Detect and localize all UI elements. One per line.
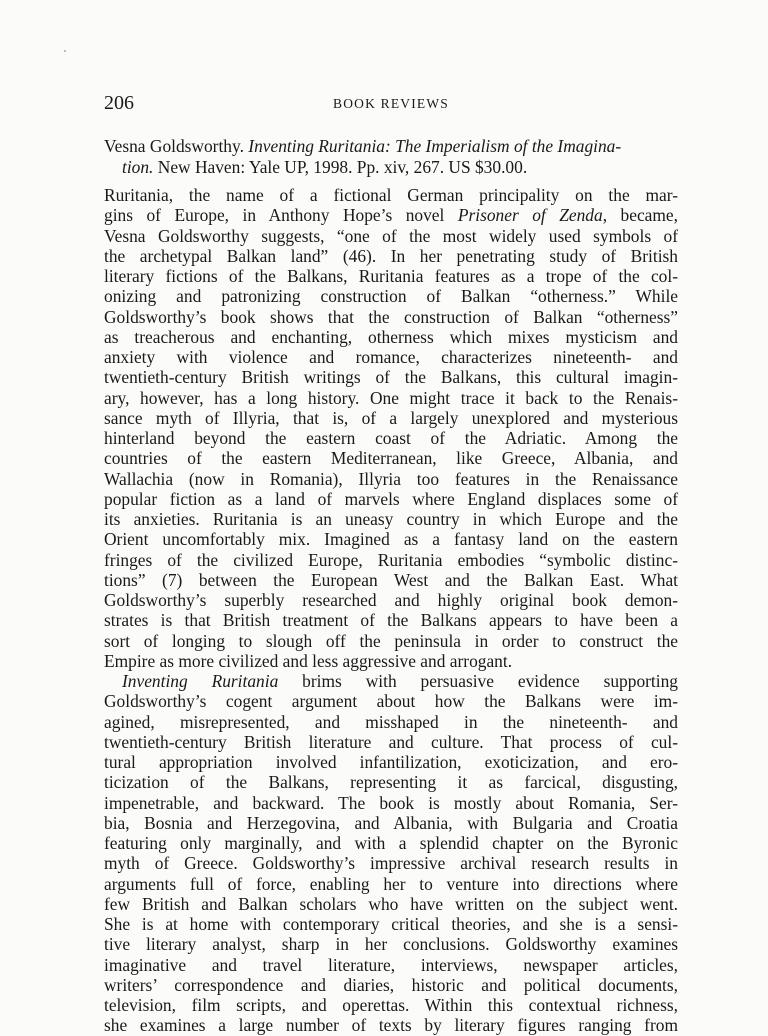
citation-title-end: tion. [122, 157, 154, 178]
text-line: ary, however, has a long history. One might trace it back to the Renais- [104, 387, 678, 408]
citation-publication: New Haven: Yale UP, 1998. Pp. xiv, 267. US $30.00. [157, 157, 528, 178]
text-line: she examines a large number of texts by literary figures ranging from [104, 1015, 678, 1036]
paper-speck [64, 50, 66, 52]
text-line: gins of Europe, in Anthony Hope’s novel Prisoner of Zenda, became, [104, 205, 678, 226]
text-line: as treacherous and enchanting, otherness which mixes mysticism and [104, 326, 678, 347]
page-header [104, 90, 678, 118]
text-line: sort of longing to slough off the peninsula in order to construct the [104, 630, 678, 651]
text-line: ticization of the Balkans, representing it as farcical, disgusting, [104, 772, 678, 793]
text-line: popular fiction as a land of marvels where England displaces some of [104, 488, 678, 509]
text-line: literary fictions of the Balkans, Ruritania features as a trope of the col- [104, 266, 678, 286]
text-line: tions” (7) between the European West and the Balkan East. What [104, 569, 678, 590]
paragraph-2 [104, 671, 678, 1036]
text-line: Orient uncomfortably mix. Imagined as a fantasy land on the eastern [104, 529, 678, 550]
text-line: Vesna Goldsworthy suggests, “one of the most widely used symbols of [104, 225, 678, 246]
text-line: Goldsworthy’s superbly researched and highly original book demon- [104, 590, 678, 610]
text-line: sance myth of Illyria, that is, of a largely unexplored and mysterious [104, 407, 678, 428]
text-line: onizing and patronizing construction of Balkan “otherness.” While [104, 286, 678, 307]
text-line: arguments full of force, enabling her to venture into directions where [104, 873, 678, 894]
text-line: Wallachia (now in Romania), Illyria too features in the Renaissance [104, 468, 678, 489]
paragraph-1 [104, 185, 678, 671]
review-body [104, 185, 678, 1036]
text-line: myth of Greece. Goldsworthy’s impressive archival research results in [104, 853, 678, 874]
text-line: few British and Balkan scholars who have written on the subject went. [104, 893, 678, 914]
text-line: tive literary analyst, sharp in her conclusions. Goldsworthy examines [104, 934, 678, 955]
text-line: anxiety with violence and romance, characterizes nineteenth- and [104, 347, 678, 367]
text-line: twentieth-century British literature and culture. That process of cul- [104, 731, 678, 752]
running-head: BOOK REVIEWS [332, 96, 450, 111]
text-line: tural appropriation involved infantilization, exoticization, and ero- [104, 752, 678, 772]
book-citation [104, 136, 678, 178]
text-line: Ruritania, the name of a fictional German principality on the mar- [104, 185, 678, 205]
text-line: Inventing Ruritania brims with persuasive evidence supporting [122, 671, 678, 691]
text-line: agined, misrepresented, and misshaped in the nineteenth- and [104, 711, 678, 732]
text-line: its anxieties. Ruritania is an uneasy country in which Europe and the [104, 509, 678, 529]
text-line: twentieth-century British writings of the Balkans, this cultural imagin- [104, 367, 678, 388]
text-line: Empire as more civilized and less aggressive and arrogant. [104, 650, 513, 671]
text-line: the archetypal Balkan land” (46). In her penetrating study of British [104, 245, 678, 266]
text-line: writers’ correspondence and diaries, historic and political documents, [104, 974, 678, 995]
citation-author: Vesna Goldsworthy. [104, 136, 244, 156]
text-line: fringes of the civilized Europe, Ruritania embodies “symbolic distinc- [104, 549, 678, 570]
text-line: Goldsworthy’s book shows that the construction of Balkan “otherness” [104, 306, 678, 327]
text-line: bia, Bosnia and Herzegovina, and Albania, with Bulgaria and Croatia [104, 812, 678, 833]
text-line: She is at home with contemporary critical theories, and she is a sensi- [104, 914, 678, 934]
text-line: hinterland beyond the eastern coast of the Adriatic. Among the [104, 428, 678, 448]
text-line: strates is that British treatment of the Balkans appears to have been a [104, 610, 678, 631]
text-line: countries of the eastern Mediterranean, like Greece, Albania, and [104, 448, 678, 469]
text-line: imaginative and travel literature, interviews, newspaper articles, [104, 954, 678, 975]
page-number: 206 [104, 92, 134, 114]
text-line: impenetrable, and backward. The book is mostly about Romania, Ser- [104, 792, 678, 813]
text-line: television, film scripts, and operettas. Within this contextual richness, [104, 995, 678, 1015]
citation-title: Inventing Ruritania: The Imperialism of the Imagina- [248, 136, 622, 156]
text-line: Goldsworthy’s cogent argument about how the Balkans were im- [104, 691, 678, 712]
text-line: featuring only marginally, and with a splendid chapter on the Byronic [104, 833, 678, 853]
citation-continuation [104, 157, 678, 178]
